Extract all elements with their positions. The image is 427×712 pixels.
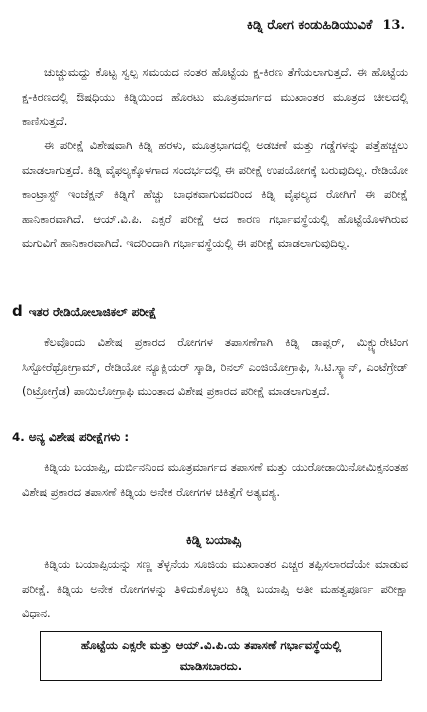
section-marker: d xyxy=(12,302,23,320)
paragraph-xray-procedure: ಚುಚ್ಚುಮದ್ದು ಕೊಟ್ಟ ಸ್ವಲ್ಪ ಸಮಯದ ನಂತರ ಹೊಟ್ಟೆಯ ಕ್ಷ-ಕಿರಣ ತೆಗೆಯಲಾಗುತ್ತದೆ. ಈ ಹೊಟ್ಟೆಯ ಕ್ಷ-ಕಿರಣದಲ್ಲಿ ಔಷಧಿಯು ಕಿಡ್ನಿಯಿಂದ ಹೊರಟು ಮೂತ್ರಮಾರ್ಗದ ಮುಖಾಂತರ ಮೂತ್ರದ ಚೀಲದಲ್ಲಿ ಕಾಣಿಸುತ್ತದೆ. xyxy=(22,65,408,128)
header-title: ಕಿಡ್ನಿ ರೋಗ ಕಂಡುಹಿಡಿಯುವಿಕೆ xyxy=(246,18,373,33)
section-heading-other-radiological xyxy=(12,302,156,320)
note-line-1: ಹೊಟ್ಟೆಯ ಎಕ್ಸರೇ ಮತ್ತು ಆಯ್.ವಿ.ಪಿ.ಯ ತಪಾಸಣೆ ಗರ್ಭಾವಸ್ಥೆಯಲ್ಲಿ xyxy=(80,638,342,652)
section-title: ಇತರ ರೇಡಿಯೋಲಾಜಿಕಲ್ ಪರೀಕ್ಷೆ xyxy=(28,305,157,319)
paragraph-biopsy-intro: ಕಿಡ್ನಿಯ ಬಯಾಪ್ಸಿ, ದುರ್ಬಿನನಿಂದ ಮೂತ್ರಮಾರ್ಗದ ತಪಾಸಣೆ ಮತ್ತು ಯುರೋಡಾಯಿನೋಮಿಕ್ಸನಂತಹ ವಿಶೇಷ ಪ್ರಕಾರದ ತಪಾಸಣೆ ಕಿಡ್ನಿಯ ಅನೇಕ ರೋಗಗಳ ಚಿಕಿತ್ಸೆಗೆ ಅತ್ಯವಶ್ಯ. xyxy=(22,460,408,499)
paragraph-biopsy-description: ಕಿಡ್ನಿಯ ಬಯಾಪ್ಸಿಯನ್ನು ಸಣ್ಣ ತೆಳ್ಳನೆಯ ಸೂಜಿಯ ಮುಖಾಂತರ ಎಚ್ಚರ ತಪ್ಪಿಸಲಾರದೆಯೇ ಮಾಡುವ ಪರೀಕ್ಷೆ. ಕಿಡ್ನಿಯ ಅನೇಕ ರೋಗಗಳನ್ನು ತಿಳಿದುಕೊಳ್ಳಲು ಕಿಡ್ನಿ ಬಯಾಪ್ಸಿ ಅತೀ ಮಹತ್ವಪೂರ್ಣ ಪರೀಕ್ಷಾ ವಿಧಾನ. xyxy=(22,557,408,620)
running-header xyxy=(22,18,405,33)
warning-note-box xyxy=(40,631,382,681)
paragraph-ivp-usage: ಈ ಪರೀಕ್ಷೆ ವಿಶೇಷವಾಗಿ ಕಿಡ್ನಿ ಹರಳು, ಮೂತ್ರಭಾಗದಲ್ಲಿ ಅಡಚಣೆ ಮತ್ತು ಗಡ್ಡೆಗಳನ್ನು ಪತ್ತೆಹಚ್ಚಲು ಮಾಡಲಾಗುತ್ತದೆ. ಕಿಡ್ನಿ ವೈಫಲ್ಯಕ್ಕೊಳಗಾದ ಸಂದರ್ಭದಲ್ಲಿ ಈ ಪರೀಕ್ಷೆ ಉಪಯೋಗಕ್ಕೆ ಬರುವುದಿಲ್ಲ. ರೇಡಿಯೋ ಕಾಂಟ್ರಾಸ್ಟ್ ಇಂಜೆಕ್ಷನ್ ಕಿಡ್ನಿಗೆ ಹೆಚ್ಚು ಬಾಧಕವಾಗುವದರಿಂದ ಕಿಡ್ನಿ ವೈಫಲ್ಯದ ರೋಗಿಗೆ ಈ ಪರೀಕ್ಷೆ ಹಾನಿಕಾರವಾಗಿದೆ. ಆಯ್.ವಿ.ಪಿ. ಎಕ್ಸರೆ ಪರೀಕ್ಷೆ ಆದ ಕಾರಣ ಗರ್ಭಾವಸ್ಥೆಯಲ್ಲಿ ಹೊಟ್ಟೆಯೊಳಗಿರುವ ಮಗುವಿಗೆ ಹಾನಿಕಾರವಾಗಿದೆ. ಇದರಿಂದಾಗಿ ಗರ್ಭಾವಸ್ಥೆಯಲ್ಲಿ ಈ ಪರೀಕ್ಷೆ ಮಾಡಲಾಗುವುದಿಲ್ಲ. xyxy=(22,138,408,250)
paragraph-special-tests: ಕೆಲವೊಂದು ವಿಶೇಷ ಪ್ರಕಾರದ ರೋಗಗಳ ತಪಾಸಣೆಗಾಗಿ ಕಿಡ್ನಿ ಡಾಪ್ಲರ್, ಮಿಕ್ಚ್ಯುರೇಟಿಂಗ ಸಿಸ್ಟೋರೆಥ್ರೋಗ್ರಾಮ್, ರೇಡಿಯೋ ನ್ಯೂಕ್ಲಿಯರ್ ಸ್ಕಾಡಿ, ರಿನಲ್ ಎಂಜಿಯೋಗ್ರಾಫಿ, ಸಿ.ಟಿ.ಸ್ಕ್ಯಾನ್, ಎಂಟೆಗ್ರೇಡ್ (ರಿಟ್ರೋಗ್ರೆಡ) ಪಾಯಿಲೋಗ್ರಾಫಿ ಮುಂತಾದ ವಿಶೇಷ ಪ್ರಕಾರದ ಪರೀಕ್ಷೆ ಮಾಡಲಾಗುತ್ತದೆ. xyxy=(22,335,408,398)
section-heading-other-special-tests: 4. ಅನ್ಯ ವಿಶೇಷ ಪರೀಕ್ಷೆಗಳು : xyxy=(12,430,130,444)
note-line-2: ಮಾಡಿಸಬಾರದು. xyxy=(179,659,243,673)
section-heading-kidney-biopsy: ಕಿಡ್ನಿ ಬಯಾಪ್ಸಿ xyxy=(185,532,242,547)
page-number: 13. xyxy=(382,18,405,33)
